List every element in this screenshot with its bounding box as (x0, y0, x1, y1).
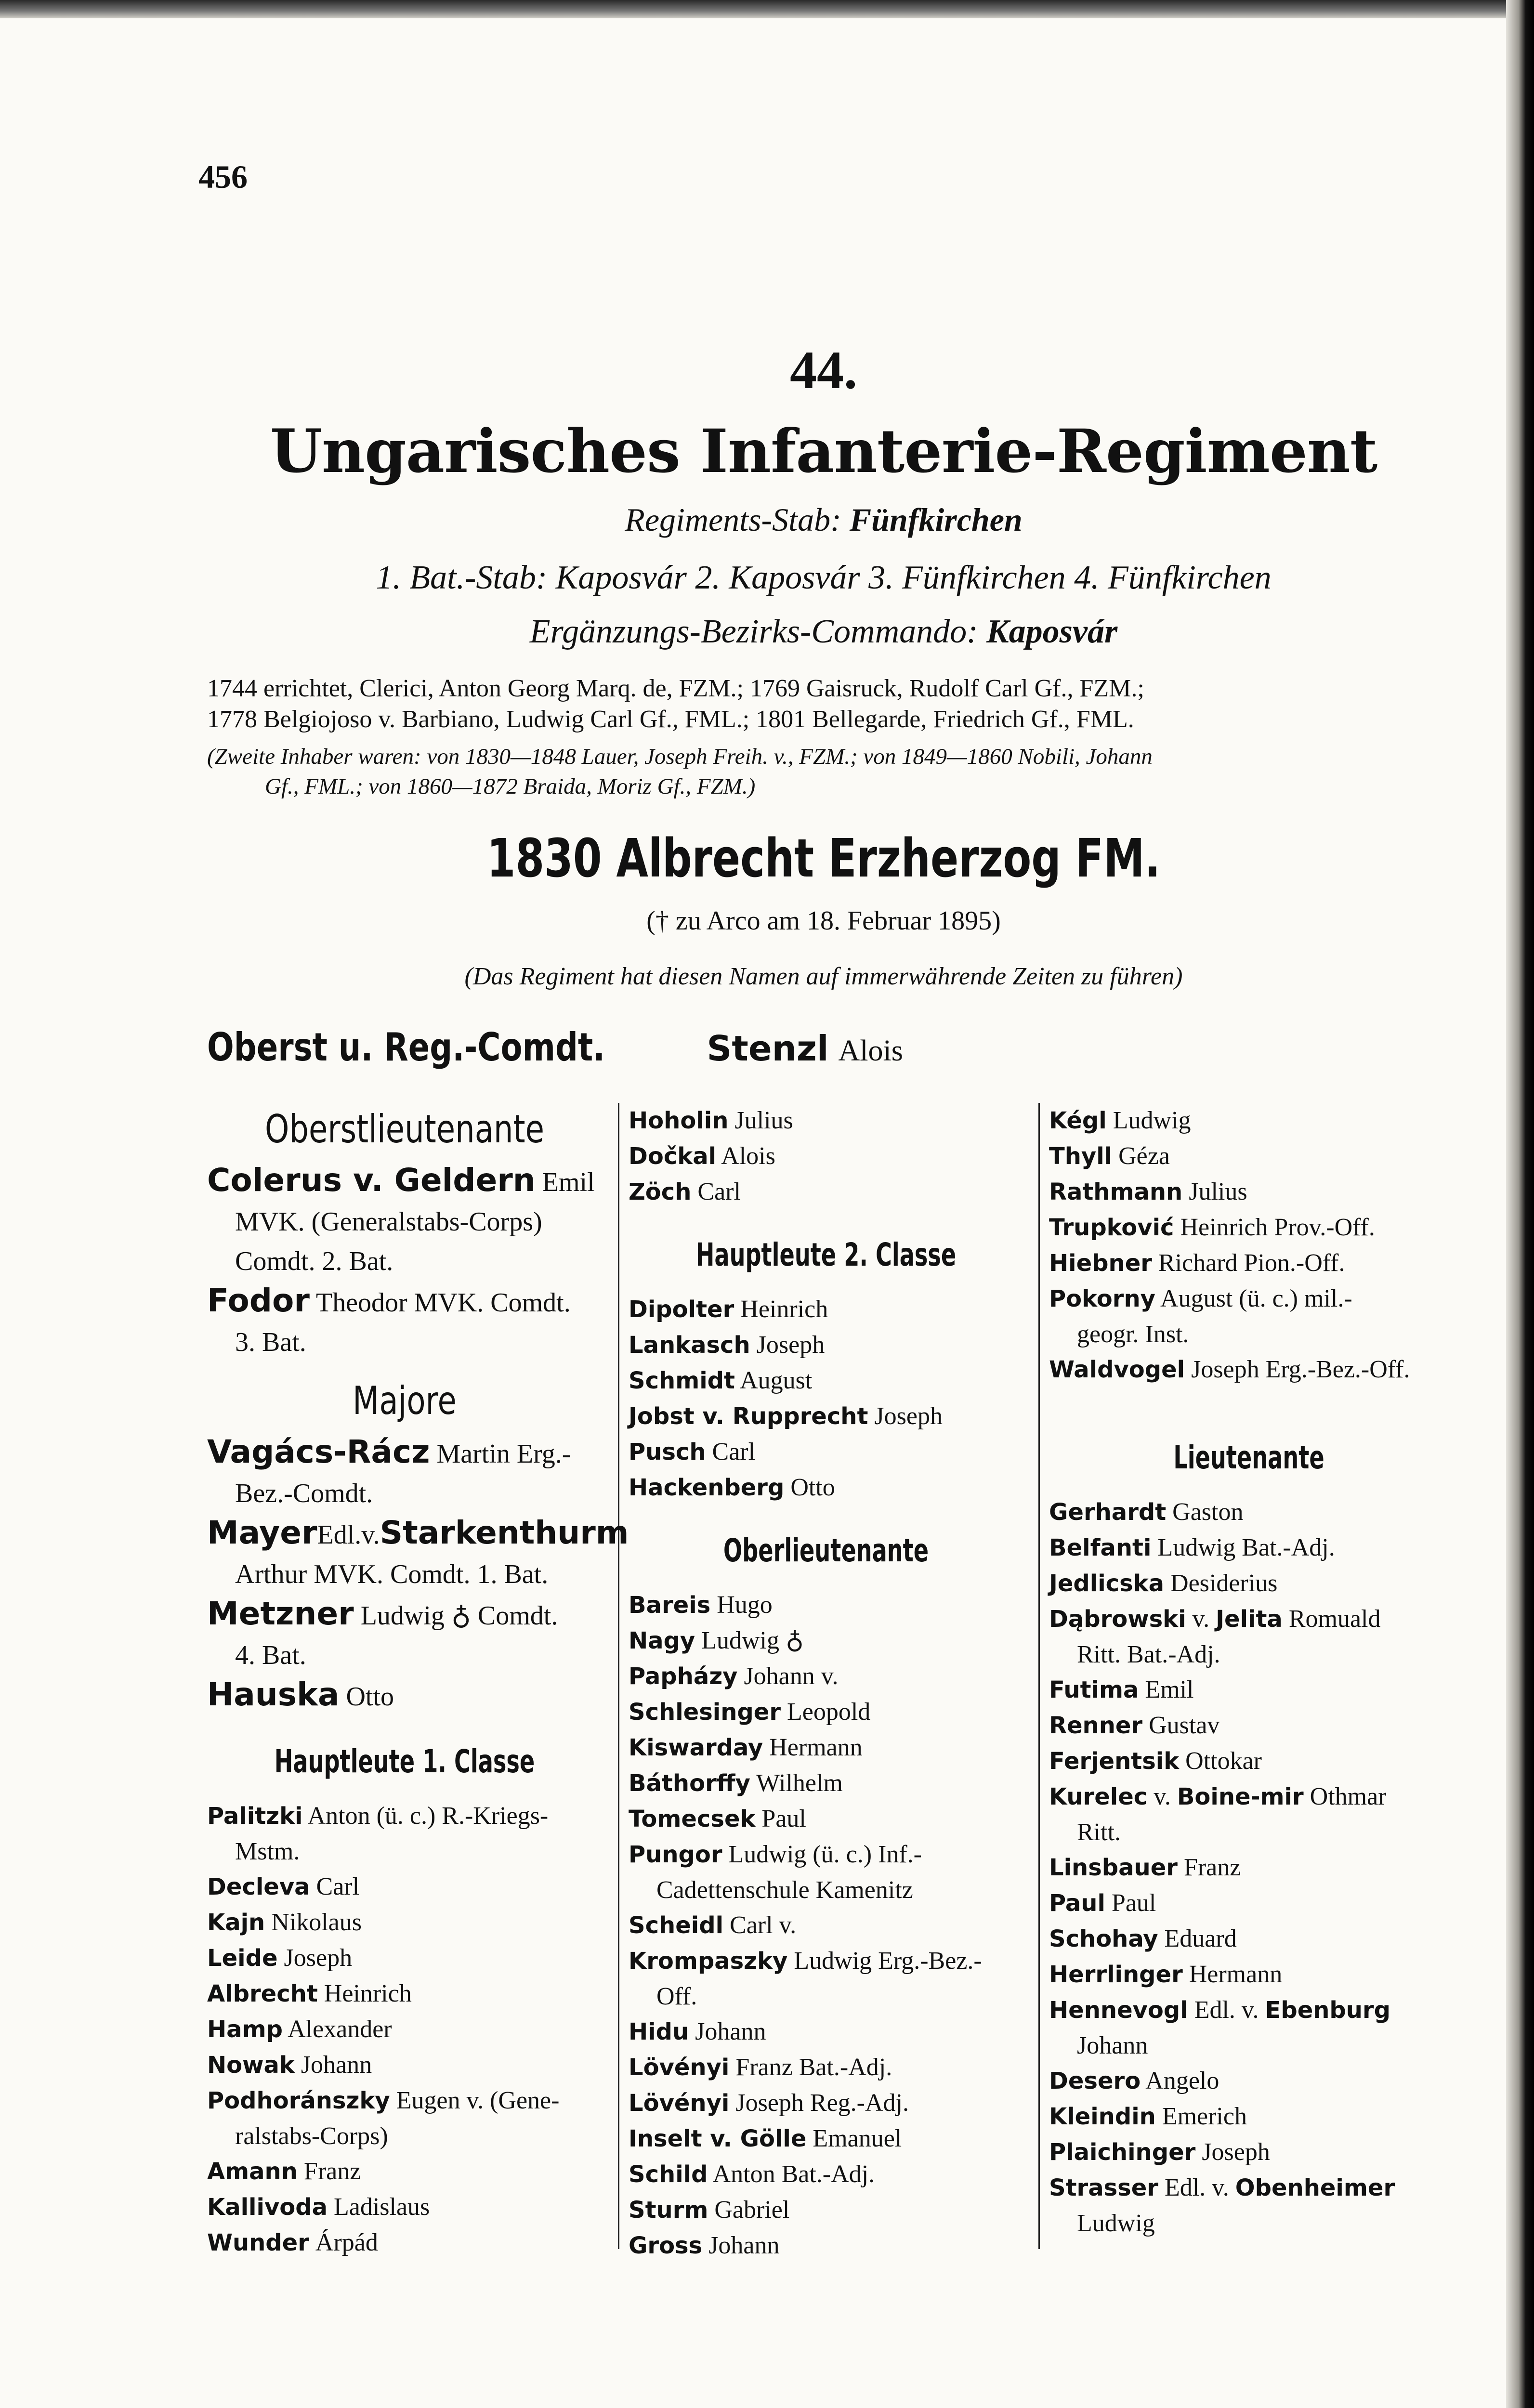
list-item: Gross Johann (629, 2232, 780, 2259)
ergaenzung-line (111, 613, 1534, 651)
section-heading-oberlieutenante: Oberlieutenante (723, 1532, 929, 1569)
list-item: Leide Joseph (207, 1944, 353, 1972)
section-heading-oberstlieutenante: Oberstlieutenante (265, 1107, 544, 1152)
list-item: Schmidt August (629, 1367, 813, 1394)
list-item: Strasser Edl. v. Obenheimer Ludwig (1049, 2174, 1395, 2237)
list-item: Kurelec v. Boine-mir Othmar Ritt. (1049, 1783, 1387, 1846)
list-item: Dočkal Alois (629, 1142, 775, 1170)
list-item: Palitzki Anton (ü. c.) R.-Kriegs- Mstm. (207, 1802, 549, 1865)
list-item: Lövényi Franz Bat.-Adj. (629, 2054, 892, 2081)
list-item: Papházy Johann v. (629, 1662, 839, 1690)
list-item: Lövényi Joseph Reg.-Adj. (629, 2089, 909, 2117)
list-item: Hauska Otto (207, 1676, 394, 1713)
list-item: Rathmann Julius (1049, 1178, 1247, 1205)
bataillons-line: 1. Bat.-Stab: Kaposvár 2. Kaposvár 3. Fünfkirchen 4. Fünfkirchen (376, 559, 1272, 596)
list-item: Thyll Géza (1049, 1142, 1170, 1170)
list-item: Herrlinger Hermann (1049, 1961, 1283, 1988)
list-item: Kégl Ludwig (1049, 1107, 1191, 1134)
list-item: Plaichinger Joseph (1049, 2138, 1270, 2166)
history-line: 1744 errichtet, Clerici, Anton Georg Marq. de, FZM.; 1769 Gaisruck, Rudolf Carl Gf., FZM.; (207, 675, 1144, 702)
list-item: Fodor Theodor MVK. Comdt. 3. Bat. (207, 1282, 571, 1357)
list-item: Hidu Johann (629, 2018, 766, 2045)
ergaenzung-label: Ergänzungs-Bezirks-Commando: (529, 613, 978, 650)
column-3 (1049, 1103, 1449, 2241)
regiments-stab-label: Regiments-Stab: (625, 501, 841, 538)
list-item: Inselt v. Gölle Emanuel (629, 2125, 902, 2152)
page-title: Ungarisches Infanterie-Regiment (270, 417, 1377, 486)
list-item: Desero Angelo (1049, 2067, 1219, 2094)
list-item: Hamp Alexander (207, 2015, 392, 2043)
page-number: 456 (198, 158, 248, 195)
list-item: Jedlicska Desiderius (1049, 1570, 1278, 1597)
list-item: Krompaszky Ludwig Erg.-Bez.- Off. (629, 1947, 982, 2010)
list-item: Renner Gustav (1049, 1712, 1220, 1739)
list-item: Sturm Gabriel (629, 2196, 790, 2224)
list-item: Scheidl Carl v. (629, 1911, 797, 1939)
list-item: Lankasch Joseph (629, 1331, 825, 1359)
list-item: Waldvogel Joseph Erg.-Bez.-Off. (1049, 1356, 1410, 1383)
list-item: Hennevogl Edl. v. Ebenburg Johann (1049, 1996, 1390, 2059)
list-item: Paul Paul (1049, 1889, 1156, 1917)
list-item: Linsbauer Franz (1049, 1854, 1241, 1881)
history-line: 1778 Belgiojoso v. Barbiano, Ludwig Carl Gf., FML.; 1801 Bellegarde, Friedrich Gf., FML. (207, 706, 1134, 733)
list-item: Trupković Heinrich Prov.-Off. (1049, 1214, 1375, 1241)
oberst-surname: Stenzl (707, 1028, 829, 1069)
regiment-note: (Das Regiment hat diesen Namen auf immerwährende Zeiten zu führen) (464, 963, 1183, 990)
list-item: Hoholin Julius (629, 1107, 793, 1134)
chapter-number: 44. (790, 340, 857, 400)
list-item: Belfanti Ludwig Bat.-Adj. (1049, 1534, 1335, 1561)
list-item: Pungor Ludwig (ü. c.) Inf.- Cadettenschule Kamenitz (629, 1841, 922, 1904)
history-paragraph (207, 673, 1440, 735)
death-note: († zu Arco am 18. Februar 1895) (646, 906, 1001, 936)
list-item: Hiebner Richard Pion.-Off. (1049, 1249, 1345, 1277)
ergaenzung-place: Kaposvár (986, 613, 1118, 650)
list-item: MayerEdl.v.Starkenthurm Arthur MVK. Comdt. 1. Bat. (207, 1514, 629, 1589)
list-item: Metzner Ludwig ♁ Comdt. 4. Bat. (207, 1595, 558, 1670)
list-item: Nagy Ludwig ♁ (629, 1627, 804, 1654)
list-item: Ferjentsik Ottokar (1049, 1747, 1262, 1775)
list-item: Báthorffy Wilhelm (629, 1769, 843, 1797)
section-heading-hauptleute-2: Hauptleute 2. Classe (695, 1236, 957, 1273)
list-item: Pokorny August (ü. c.) mil.- geogr. Inst. (1049, 1285, 1352, 1348)
history-line: Gf., FML.; von 1860—1872 Braida, Moriz Gf., FZM.) (265, 774, 756, 799)
list-item: Gerhardt Gaston (1049, 1498, 1244, 1526)
list-item: Kiswarday Hermann (629, 1734, 863, 1761)
list-item: Kajn Nikolaus (207, 1909, 362, 1936)
list-item: Hackenberg Otto (629, 1474, 835, 1501)
list-item: Dipolter Heinrich (629, 1296, 828, 1323)
list-item: Schild Anton Bat.-Adj. (629, 2160, 875, 2188)
oberst-given: Alois (838, 1034, 903, 1067)
section-heading-majore: Majore (353, 1378, 457, 1423)
list-item: Tomecsek Paul (629, 1805, 806, 1832)
list-item: Vagács-Rácz Martin Erg.- Bez.-Comdt. (207, 1433, 571, 1508)
list-item: Albrecht Heinrich (207, 1980, 412, 2007)
list-item: Decleva Carl (207, 1873, 360, 1900)
oberst-rank: Oberst u. Reg.-Comdt. (207, 1025, 605, 1070)
regiments-stab-place: Fünfkirchen (849, 501, 1023, 538)
list-item: Jobst v. Rupprecht Joseph (629, 1402, 943, 1430)
list-item: Zöch Carl (629, 1178, 741, 1205)
list-item: Futima Emil (1049, 1676, 1194, 1703)
list-item: Bareis Hugo (629, 1591, 773, 1619)
list-item: Schlesinger Leopold (629, 1698, 871, 1726)
list-item: Amann Franz (207, 2158, 361, 2185)
list-item: Schohay Eduard (1049, 1925, 1237, 1952)
column-divider (1038, 1103, 1040, 2249)
list-item: Colerus v. Geldern Emil MVK. (Generalstabs-Corps) Comdt. 2. Bat. (207, 1162, 595, 1276)
list-item: Nowak Johann (207, 2051, 372, 2079)
list-item: Kleindin Emerich (1049, 2103, 1247, 2130)
second-owners-paragraph (207, 742, 1440, 801)
section-heading-lieutenante: Lieutenante (1173, 1439, 1324, 1476)
list-item: Podhoránszky Eugen v. (Gene- ralstabs-Corps) (207, 2087, 560, 2150)
list-item: Wunder Árpád (207, 2229, 378, 2256)
section-heading-hauptleute-1: Hauptleute 1. Classe (274, 1743, 535, 1780)
column-2 (629, 1103, 1023, 2264)
inhaber-heading: 1830 Albrecht Erzherzog FM. (486, 827, 1161, 889)
scan-edge-top (0, 0, 1534, 18)
column-1 (207, 1103, 629, 2261)
column-divider (618, 1103, 619, 2249)
oberst-line (207, 1025, 903, 1070)
list-item: Dąbrowski v. Jelita Romuald Ritt. Bat.-Adj. (1049, 1605, 1381, 1668)
list-item: Pusch Carl (629, 1438, 756, 1466)
regiments-stab-line (111, 501, 1534, 539)
history-line: (Zweite Inhaber waren: von 1830—1848 Lauer, Joseph Freih. v., FZM.; von 1849—1860 Nobili, Johann (207, 744, 1153, 769)
list-item: Kallivoda Ladislaus (207, 2193, 430, 2221)
